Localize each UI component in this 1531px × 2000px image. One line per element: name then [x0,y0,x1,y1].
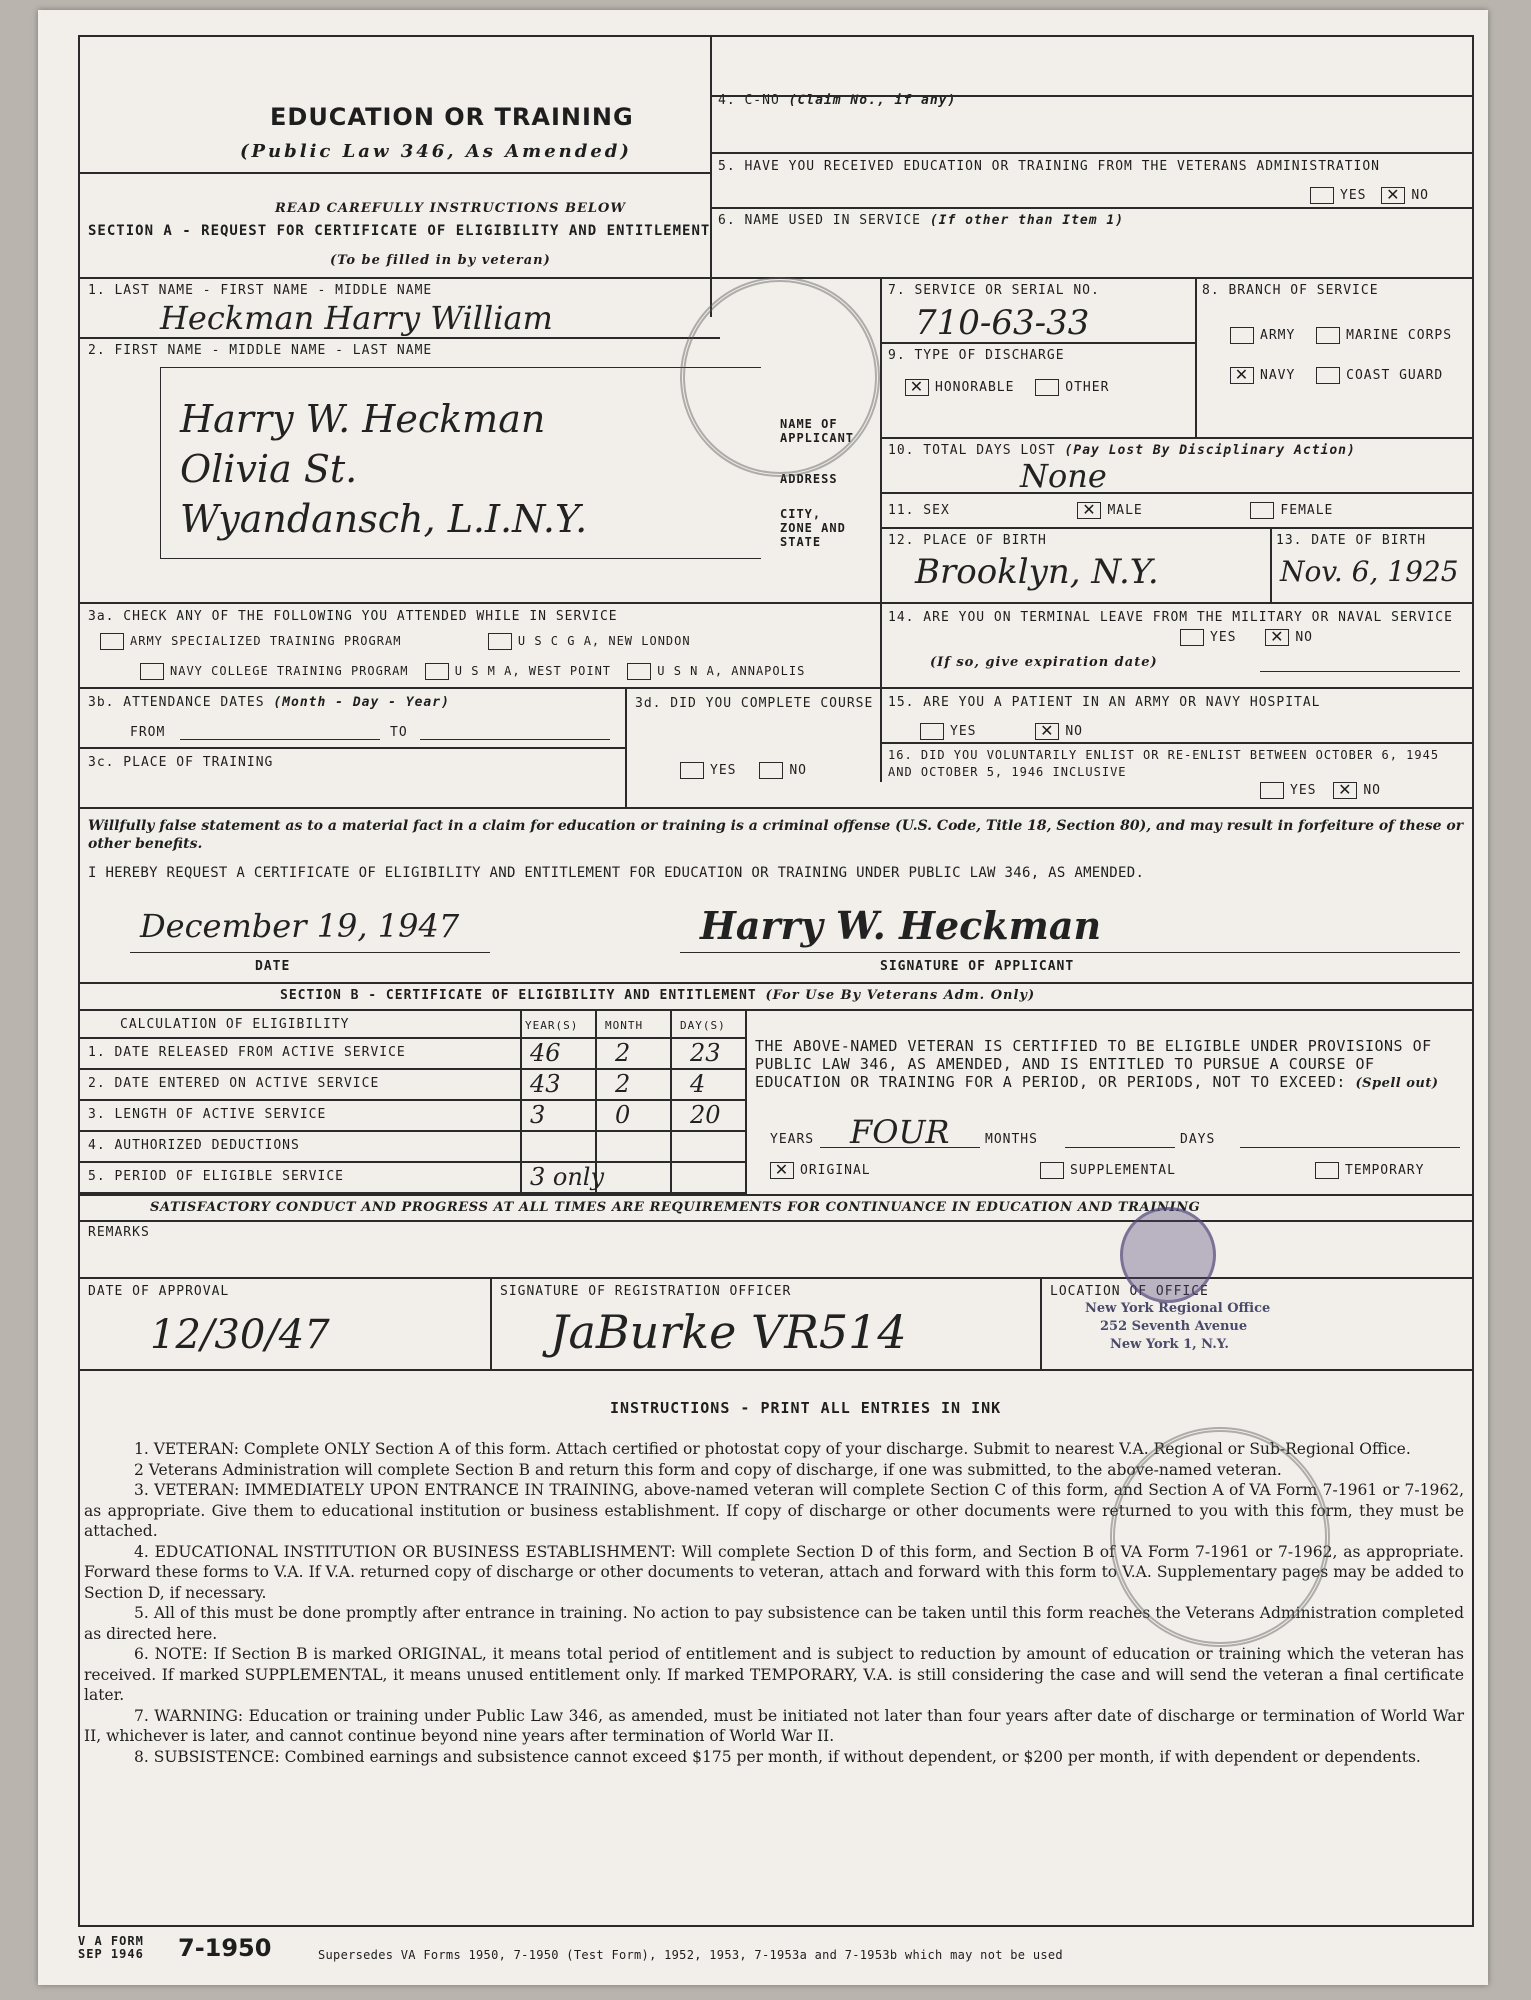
approval-label: DATE OF APPROVAL [88,1284,230,1299]
address-line1: Harry W. Heckman [180,397,546,441]
marine-corps-checkbox[interactable] [1316,327,1340,344]
usna-checkbox[interactable] [627,663,651,680]
female-checkbox[interactable] [1250,502,1274,519]
f5-yes-checkbox[interactable] [1310,187,1334,204]
calc-row-label: 3. LENGTH OF ACTIVE SERVICE [88,1107,327,1122]
instruction-item: 5. All of this must be done promptly after entrance in training. No action to pay subsistence can be taken until this form reaches the Veterans Administration completed as directed here. [84,1604,1464,1643]
instruction-item: 1. VETERAN: Complete ONLY Section A of this form. Attach certified or photostat copy of your discharge. Submit to nearest V.A. Regional or Sub-Regional Office. [134,1440,1411,1458]
supplemental-checkbox[interactable] [1040,1162,1064,1179]
received-stamp-2 [1110,1427,1330,1647]
form-title: EDUCATION OR TRAINING [270,103,634,131]
f12-value: Brooklyn, N.Y. [915,552,1159,592]
city-zone-state-label: CITY, ZONE AND STATE [780,507,846,549]
f3a-row1: ARMY SPECIALIZED TRAINING PROGRAM U S C G A, NEW LONDON [100,633,691,650]
f12-label: 12. PLACE OF BIRTH [888,533,1047,548]
calc-day-value: 23 [690,1039,721,1067]
request-statement: I HEREBY REQUEST A CERTIFICATE OF ELIGIBILITY AND ENTITLEMENT FOR EDUCATION OR TRAINING UNDER PUBLIC LAW 346, AS AMENDED. [88,865,1145,881]
calc-month-value: 2 [615,1039,631,1067]
calc-day-value: 4 [690,1070,706,1098]
f15-options: YES ✕ NO [920,723,1083,740]
col-month: MONTH [605,1019,644,1032]
calc-year-value: 3 only [530,1163,605,1191]
f3d-no-checkbox[interactable] [759,762,783,779]
astp-checkbox[interactable] [100,633,124,650]
calc-year-value: 46 [530,1039,561,1067]
calc-day-value: 20 [690,1101,721,1129]
f1-label: 1. LAST NAME - FIRST NAME - MIDDLE NAME [88,283,433,298]
f15-no-checkbox[interactable]: ✕ [1035,723,1059,740]
false-statement-warning: Willfully false statement as to a material fact in a claim for education or training is a criminal offense (U.S. Code, Title 18, Section 80), and may result in forfeiture of these or other benefits. [88,818,1464,852]
f8-row1: ARMY MARINE CORPS [1230,327,1452,344]
calc-month-value: 0 [615,1101,631,1129]
va-seal-stamp [1120,1207,1216,1303]
f3b-label: 3b. ATTENDANCE DATES (Month - Day - Year) [88,695,450,710]
f9-options: ✕ HONORABLE OTHER [905,379,1109,396]
temporary-option: TEMPORARY [1315,1162,1424,1179]
f7-value: 710-63-33 [915,303,1090,343]
remarks-label: REMARKS [88,1225,150,1240]
f14-options: YES ✕ NO [1180,629,1313,646]
honorable-checkbox[interactable]: ✕ [905,379,929,396]
f5-label: 5. HAVE YOU RECEIVED EDUCATION OR TRAINING FROM THE VETERANS ADMINISTRATION [718,159,1380,174]
f9-label: 9. TYPE OF DISCHARGE [888,348,1065,363]
approval-value: 12/30/47 [150,1312,330,1358]
f3d-options: YES NO [680,762,807,779]
form-sheet [38,10,1488,1985]
col-calc: CALCULATION OF ELIGIBILITY [120,1017,350,1032]
navy-checkbox[interactable]: ✕ [1230,367,1254,384]
f16-label: 16. DID YOU VOLUNTARILY ENLIST OR RE-ENLIST BETWEEN OCTOBER 6, 1945 AND OCTOBER 5, 1946 INCLUSIVE [888,748,1440,779]
f4-label: 4. C-NO (Claim No., if any) [718,93,957,108]
f14-label: 14. ARE YOU ON TERMINAL LEAVE FROM THE MILITARY OR NAVAL SERVICE [888,610,1453,625]
army-checkbox[interactable] [1230,327,1254,344]
f8-label: 8. BRANCH OF SERVICE [1202,283,1379,298]
uscga-checkbox[interactable] [488,633,512,650]
address-line2: Olivia St. [180,447,358,491]
calc-year-value: 3 [530,1101,546,1129]
supplemental-option: SUPPLEMENTAL [1040,1162,1176,1179]
from-label: FROM [130,725,166,740]
instruction-item: 8. SUBSISTENCE: Combined earnings and subsistence cannot exceed $175 per month, if without dependent, or $200 per month, if with dependent or dependents. [134,1747,1421,1766]
footer-form-label: V A FORM SEP 1946 [78,1934,144,1961]
to-label: TO [390,725,408,740]
other-checkbox[interactable] [1035,379,1059,396]
calc-row-label: 4. AUTHORIZED DEDUCTIONS [88,1138,300,1153]
f16-options: YES ✕ NO [1260,782,1381,799]
calc-year-value: 43 [530,1070,561,1098]
years-value: FOUR [850,1113,950,1151]
f3a-label: 3a. CHECK ANY OF THE FOLLOWING YOU ATTENDED WHILE IN SERVICE [88,609,618,624]
f13-label: 13. DATE OF BIRTH [1276,533,1427,548]
months-label: MONTHS [985,1132,1038,1147]
date-value: December 19, 1947 [140,907,460,945]
f3a-row2: NAVY COLLEGE TRAINING PROGRAM U S M A, WEST POINT U S N A, ANNAPOLIS [140,663,805,680]
f5-options: YES ✕ NO [1310,187,1429,204]
f14-hint: (If so, give expiration date) [930,655,1158,670]
f3d-label: 3d. DID YOU COMPLETE COURSE [635,696,874,711]
signature-label: SIGNATURE OF APPLICANT [880,959,1075,974]
days-label: DAYS [1180,1132,1216,1147]
instruction-item: 2 Veterans Administration will complete Section B and return this form and copy of discharge, if one was submitted, to the above-named veteran. [134,1460,1282,1479]
office-label: LOCATION OF OFFICE [1050,1284,1209,1299]
office-line1: New York Regional Office [1085,1301,1271,1316]
nctp-checkbox[interactable] [140,663,164,680]
address-label: ADDRESS [780,472,838,486]
coast-guard-checkbox[interactable] [1316,367,1340,384]
male-checkbox[interactable]: ✕ [1077,502,1101,519]
f16-yes-checkbox[interactable] [1260,782,1284,799]
f3d-yes-checkbox[interactable] [680,762,704,779]
form-subtitle: (Public Law 346, As Amended) [240,141,632,162]
instruction-item: 3. VETERAN: IMMEDIATELY UPON ENTRANCE IN TRAINING, above-named veteran will complete Section C of this form, and Section A of VA Form 7-1961 or 7-1962, as appropriate. Give them to educational institution or business establishment. If copy of discharge or other documents were returned to you with this form, they must be attached. [84,1481,1464,1540]
col-year: YEAR(S) [525,1019,579,1032]
f1-value: Heckman Harry William [160,299,553,337]
original-checkbox[interactable]: ✕ [770,1162,794,1179]
f14-no-checkbox[interactable]: ✕ [1265,629,1289,646]
col-day: DAY(S) [680,1019,726,1032]
section-a-heading: SECTION A - REQUEST FOR CERTIFICATE OF ELIGIBILITY AND ENTITLEMENT [88,223,711,239]
office-line3: New York 1, N.Y. [1110,1337,1229,1352]
certification-text: THE ABOVE-NAMED VETERAN IS CERTIFIED TO BE ELIGIBLE UNDER PROVISIONS OF PUBLIC LAW 346, AS AMENDED, AND IS ENTITLED TO PURSUE A COURSE OF EDUCATION OR TRAINING FOR A PERIOD, OR PERIODS, NOT TO EXCEED: (Spell out) [755,1037,1439,1091]
f3c-label: 3c. PLACE OF TRAINING [88,755,274,770]
office-line2: 252 Seventh Avenue [1100,1319,1248,1334]
calc-row-label: 5. PERIOD OF ELIGIBLE SERVICE [88,1169,344,1184]
f16-no-checkbox[interactable]: ✕ [1333,782,1357,799]
f13-value: Nov. 6, 1925 [1280,555,1459,588]
f15-yes-checkbox[interactable] [920,723,944,740]
years-label: YEARS [770,1132,815,1147]
footer-supersedes: Supersedes VA Forms 1950, 7-1950 (Test Form), 1952, 1953, 7-1953a and 7-1953b which may not be used [318,1948,1063,1962]
footer-form-number: 7-1950 [178,1934,272,1962]
f8-row2: ✕ NAVY COAST GUARD [1230,367,1443,384]
va-form-7-1950 [78,35,1474,1927]
f11-row: 11. SEX ✕ MALE FEMALE [888,500,1334,519]
read-instructions: READ CAREFULLY INSTRUCTIONS BELOW [275,201,626,216]
f15-label: 15. ARE YOU A PATIENT IN AN ARMY OR NAVY HOSPITAL [888,695,1321,710]
temporary-checkbox[interactable] [1315,1162,1339,1179]
original-option: ✕ ORIGINAL [770,1162,871,1179]
name-of-applicant-label: NAME OF APPLICANT [780,417,855,445]
f2-label: 2. FIRST NAME - MIDDLE NAME - LAST NAME [88,343,433,358]
calc-row-label: 1. DATE RELEASED FROM ACTIVE SERVICE [88,1045,406,1060]
f10-label: 10. TOTAL DAYS LOST (Pay Lost By Disciplinary Action) [888,443,1356,458]
calc-month-value: 2 [615,1070,631,1098]
f6-label: 6. NAME USED IN SERVICE (If other than Item 1) [718,213,1125,228]
officer-signature: JaBurke VR514 [550,1305,907,1359]
calc-row-label: 2. DATE ENTERED ON ACTIVE SERVICE [88,1076,380,1091]
received-stamp-1 [680,277,880,477]
instruction-item: 7. WARNING: Education or training under Public Law 346, as amended, must be initiated not later than four years after date of discharge or termination of World War II, whichever is later, and cannot continue beyond nine years after termination of World War II. [84,1706,1464,1745]
conduct-statement: SATISFACTORY CONDUCT AND PROGRESS AT ALL TIMES ARE REQUIREMENTS FOR CONTINUANCE IN EDUCATION AND TRAINING [150,1200,1201,1215]
f14-yes-checkbox[interactable] [1180,629,1204,646]
f10-value: None [1020,457,1107,495]
instruction-item: 6. NOTE: If Section B is marked ORIGINAL, it means total period of entitlement and is subject to reduction by amount of education or training which the veteran has received. If marked SUPPLEMENTAL, it means unused entitlement only. If marked TEMPORARY, V.A. is still considering the case and will send the veteran a final certificate later. [84,1645,1464,1704]
address-line3: Wyandansch, L.I.N.Y. [180,497,588,541]
officer-label: SIGNATURE OF REGISTRATION OFFICER [500,1284,792,1299]
f5-no-checkbox[interactable]: ✕ [1381,187,1405,204]
section-b-heading: SECTION B - CERTIFICATE OF ELIGIBILITY AND ENTITLEMENT (For Use By Veterans Adm. Only) [280,988,1036,1003]
usma-checkbox[interactable] [425,663,449,680]
section-a-subheading: (To be filled in by veteran) [330,253,551,268]
instructions-heading: INSTRUCTIONS - PRINT ALL ENTRIES IN INK [610,1399,1002,1417]
applicant-signature: Harry W. Heckman [700,903,1102,948]
f7-label: 7. SERVICE OR SERIAL NO. [888,283,1100,298]
instruction-item: 4. EDUCATIONAL INSTITUTION OR BUSINESS ESTABLISHMENT: Will complete Section D of this form, and Section B of VA Form 7-1961 or 7-1962, as appropriate. Forward these forms to V.A. If V.A. returned copy of discharge or other documents to veteran, attach and forward with this form to V.A. Supplementary pages may be added to Section D, if necessary. [84,1542,1464,1602]
date-label: DATE [255,959,291,974]
